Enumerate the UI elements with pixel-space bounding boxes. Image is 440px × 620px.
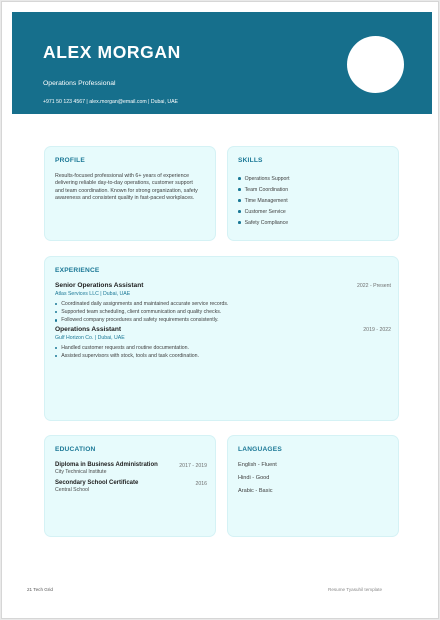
job-title: Senior Operations Assistant xyxy=(55,282,144,289)
bullet-icon xyxy=(55,311,57,313)
profile-line: Results-focused professional with 6+ years of experience xyxy=(55,173,190,179)
languages-card xyxy=(227,435,399,537)
bullet-icon xyxy=(238,210,241,213)
skill-item: Time Management xyxy=(238,195,290,206)
footer-brand: 21 Tech Grid xyxy=(27,587,53,592)
bullet-icon xyxy=(55,355,57,357)
education-entry xyxy=(55,480,207,493)
job-duties xyxy=(55,344,391,360)
candidate-name: ALEX MORGAN xyxy=(43,42,181,62)
experience-card xyxy=(44,256,399,421)
edu-year: 2016 xyxy=(195,481,207,487)
job-title: Operations Assistant xyxy=(55,326,122,333)
skills-card xyxy=(227,146,399,241)
profile-photo-placeholder xyxy=(347,36,404,93)
language-item: Hindi - Good xyxy=(238,475,270,481)
duty-item: Handled customer requests and routine documentation. xyxy=(55,344,391,352)
edu-degree: Diploma in Business Administration xyxy=(55,462,158,468)
candidate-role: Operations Professional xyxy=(43,80,116,87)
resume-header xyxy=(12,12,432,114)
bullet-icon xyxy=(238,199,241,202)
duty-item: Assisted supervisors with stock, tools and task coordination. xyxy=(55,352,391,360)
edu-school: Central School xyxy=(55,487,90,493)
language-item: Arabic - Basic xyxy=(238,488,273,494)
duty-item: Supported team scheduling, client communication and quality checks. xyxy=(55,308,391,316)
bullet-icon xyxy=(55,319,57,321)
bullet-icon xyxy=(55,303,57,305)
skill-item: Customer Service xyxy=(238,206,290,217)
edu-school: City Technical Institute xyxy=(55,469,107,475)
profile-line: awareness and consistent quality in fast-paced workplaces. xyxy=(55,195,195,202)
profile-line: and team coordination. Known for strong organization, safety xyxy=(55,187,198,194)
job-date: 2022 - Present xyxy=(356,283,391,289)
skill-item: Safety Compliance xyxy=(238,217,290,228)
languages-heading: LANGUAGES xyxy=(238,446,282,453)
education-card xyxy=(44,435,216,537)
job-company: Gulf Horizon Co. | Dubai, UAE xyxy=(55,335,125,341)
profile-card xyxy=(44,146,216,241)
job-duties xyxy=(55,300,391,325)
job-entry xyxy=(55,282,391,325)
resume-page xyxy=(1,1,439,619)
job-entry xyxy=(55,326,391,360)
job-date: 2019 - 2022 xyxy=(363,327,391,333)
language-item: English - Fluent xyxy=(238,462,277,468)
duty-item: Followed company procedures and safety requirements consistently. xyxy=(55,316,391,324)
skills-list xyxy=(238,173,290,228)
edu-degree: Secondary School Certificate xyxy=(55,480,139,486)
experience-heading: EXPERIENCE xyxy=(55,267,100,274)
job-company: Atlas Services LLC | Dubai, UAE xyxy=(55,291,131,297)
skills-heading: SKILLS xyxy=(238,157,263,164)
bullet-icon xyxy=(55,347,57,349)
profile-heading: PROFILE xyxy=(55,157,85,164)
edu-year: 2017 - 2019 xyxy=(179,463,207,469)
education-entry xyxy=(55,462,207,475)
education-heading: EDUCATION xyxy=(55,446,96,453)
footer-template-note: Resume Tyasuhil template xyxy=(328,587,383,592)
bullet-icon xyxy=(238,221,241,224)
duty-item: Coordinated daily assignments and maintained accurate service records. xyxy=(55,300,391,308)
contact-line: +971 50 123 4567 | alex.morgan@email.com | Dubai, UAE xyxy=(43,99,178,105)
bullet-icon xyxy=(238,177,241,180)
skill-item: Operations Support xyxy=(238,173,290,184)
profile-line: delivering reliable day-to-day operations, customer support xyxy=(55,180,193,187)
bullet-icon xyxy=(238,188,241,191)
profile-summary xyxy=(55,173,198,203)
skill-item: Team Coordination xyxy=(238,184,290,195)
